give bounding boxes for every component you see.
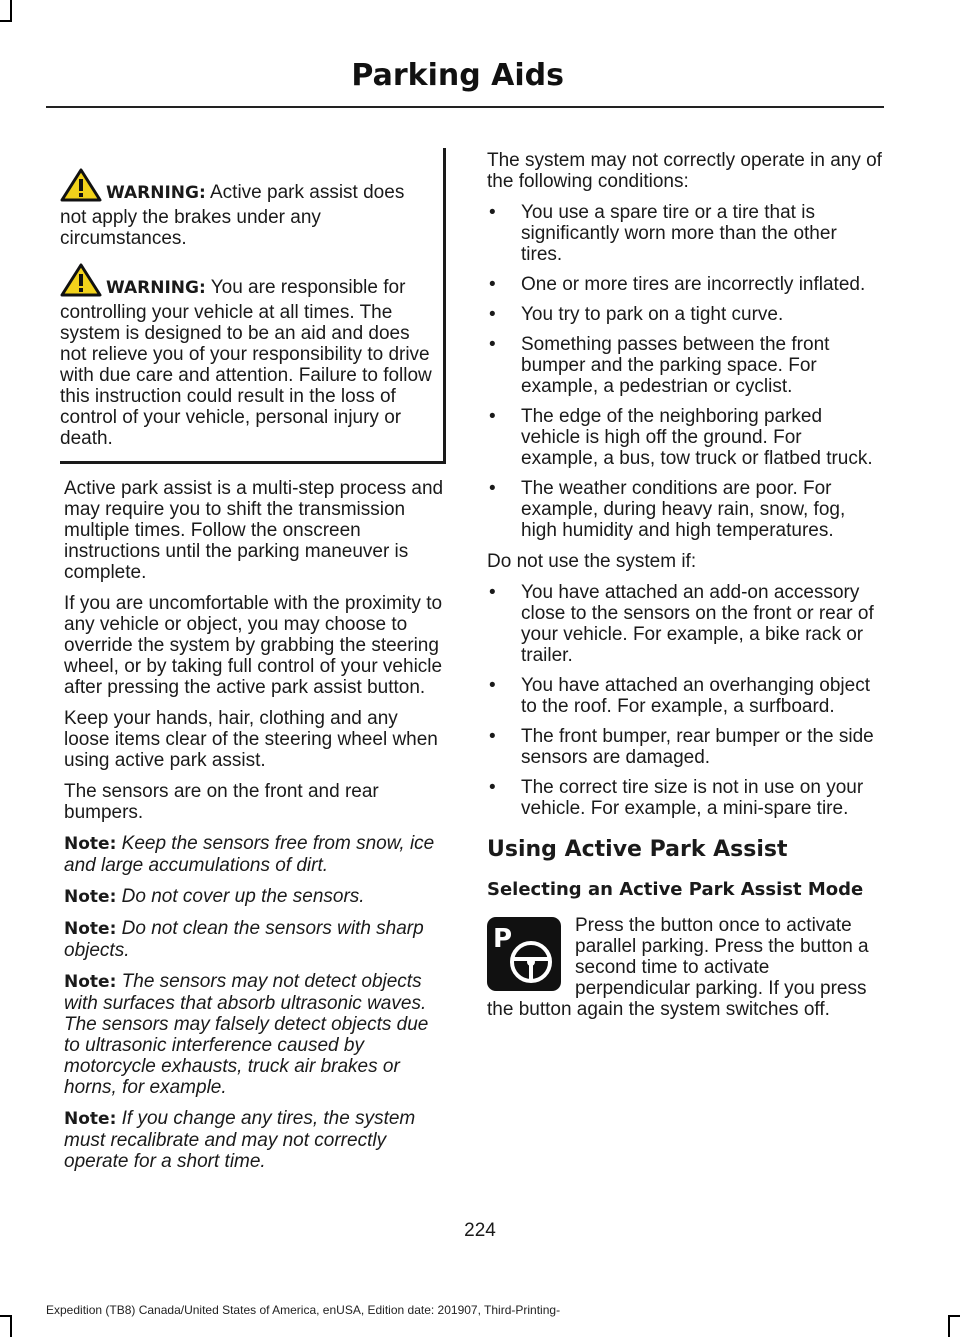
warning-text: Active park assist does not apply the brakes under any circumstances. [60, 182, 405, 249]
active-park-assist-icon [487, 917, 561, 991]
warning-box [60, 148, 446, 464]
warning-triangle-icon [60, 263, 102, 302]
paragraph: Do not use the system if: [487, 551, 697, 572]
note [64, 833, 446, 876]
warning-label: WARNING: [106, 278, 206, 298]
note-text: Keep the sensors free from snow, ice and large accumulations of dirt. [64, 833, 435, 876]
warning-triangle-icon [60, 168, 102, 207]
note-text: The sensors may not detect objects with surfaces that absorb ultrasonic waves. The sensors may falsely detect objects due to ultrasonic interference caused by motorcycle exhausts, truck air brakes or horns, for example. [64, 971, 429, 1098]
crop-mark [948, 1315, 960, 1317]
crop-mark [10, 0, 12, 22]
left-column [60, 148, 446, 1182]
note [64, 1108, 446, 1172]
note-label: Note: [64, 887, 117, 907]
list-item: • You try to park on a tight curve. [487, 304, 882, 325]
sub-heading: Selecting an Active Park Assist Mode [487, 879, 864, 900]
note-label: Note: [64, 972, 117, 992]
conditions-list [487, 202, 882, 541]
note [64, 886, 446, 908]
page-number: 224 [464, 1220, 496, 1241]
list-item: • You have attached an add-on accessory close to the sensors on the front or rear of your vehicle. For example, a bike rack or trailer. [487, 582, 882, 666]
crop-mark [0, 1315, 12, 1317]
list-item: • The weather conditions are poor. For example, during heavy rain, snow, fog, high humidity and high temperatures. [487, 478, 882, 541]
list-item: • You have attached an overhanging object to the roof. For example, a surfboard. [487, 675, 882, 717]
svg-text:P: P [493, 924, 513, 954]
note [64, 971, 446, 1098]
paragraph: If you are uncomfortable with the proximity to any vehicle or object, you may choose to override the system by grabbing the steering wheel, or by taking full control of your vehicle after pressing the active park assist button. [64, 593, 443, 698]
warning-text: You are responsible for controlling your vehicle at all times. The system is designed to be an aid and does not relieve you of your responsibility to drive with due care and attention. Failure to follow this instruction could result in the loss of control of your vehicle, personal injury or death. [60, 277, 432, 449]
list-item: • The front bumper, rear bumper or the side sensors are damaged. [487, 726, 882, 768]
paragraph: Press the button once to activate parallel parking. Press the button a second time to activate perpendicular parking. If you press the button again the system switches off. [487, 915, 869, 1020]
footer-text: Expedition (TB8) Canada/United States of America, enUSA, Edition date: 201907, Third-Printing- [46, 1303, 561, 1317]
crop-mark [948, 1315, 950, 1337]
note-label: Note: [64, 919, 117, 939]
paragraph: The sensors are on the front and rear bumpers. [64, 781, 379, 823]
paragraph: Active park assist is a multi-step process and may require you to shift the transmission multiple times. Follow the onscreen instructions until the parking maneuver is complete. [64, 478, 444, 583]
list-item: • The edge of the neighboring parked vehicle is high off the ground. For example, a bus, tow truck or flatbed truck. [487, 406, 882, 469]
section-heading: Using Active Park Assist [487, 837, 788, 862]
warning-label: WARNING: [106, 183, 206, 203]
note-label: Note: [64, 1109, 117, 1129]
paragraph: The system may not correctly operate in any of the following conditions: [487, 150, 882, 192]
list-item: • You use a spare tire or a tire that is significantly worn more than the other tires. [487, 202, 882, 265]
mode-block [487, 915, 882, 1020]
note-label: Note: [64, 834, 117, 854]
list-item: • The correct tire size is not in use on your vehicle. For example, a mini-spare tire. [487, 777, 882, 819]
warning-2 [60, 263, 433, 449]
warning-1 [60, 168, 433, 249]
note [64, 918, 446, 961]
list-item: • One or more tires are incorrectly inflated. [487, 274, 882, 295]
note-text: If you change any tires, the system must recalibrate and may not correctly operate for a short time. [64, 1108, 416, 1172]
paragraph: Keep your hands, hair, clothing and any loose items clear of the steering wheel when using active park assist. [64, 708, 438, 771]
note-text: Do not clean the sensors with sharp objects. [64, 918, 424, 961]
donts-list [487, 582, 882, 819]
note-text: Do not cover up the sensors. [116, 886, 365, 907]
right-column [487, 150, 882, 1020]
page-title: Parking Aids [351, 58, 564, 93]
header-rule [46, 106, 884, 108]
list-item: • Something passes between the front bumper and the parking space. For example, a pedestrian or cyclist. [487, 334, 882, 397]
crop-mark [10, 1315, 12, 1337]
crop-mark [0, 20, 12, 22]
